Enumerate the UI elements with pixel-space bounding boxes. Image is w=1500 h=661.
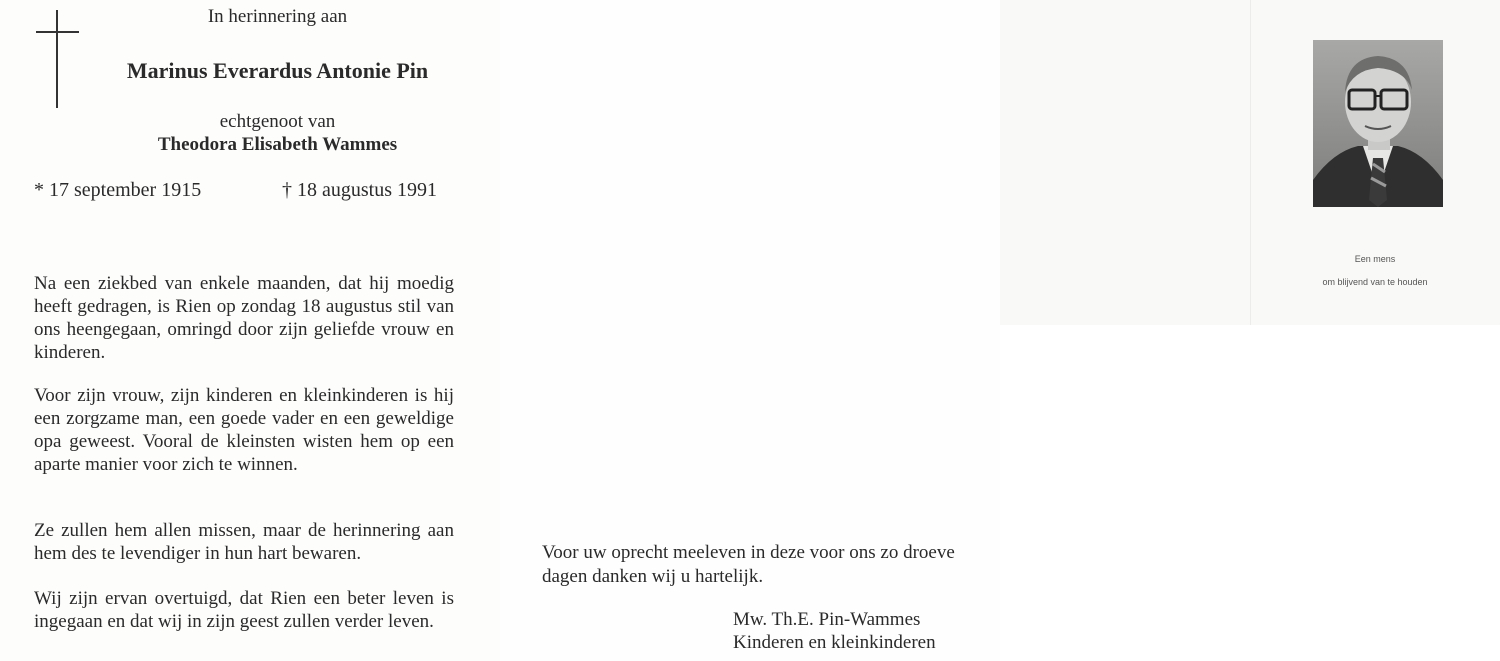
portrait-photo — [1313, 40, 1443, 207]
intro-text: In herinnering aan — [207, 6, 348, 27]
portrait-image — [1313, 40, 1443, 207]
cross-horizontal — [36, 31, 79, 33]
paragraph-faith: Wij zijn ervan overtuigd, dat Rien een beter leven is ingegaan en dat wij in zijn geest zullen verder leven. — [34, 588, 454, 632]
signature-family: Kinderen en kleinkinderen — [733, 632, 936, 653]
birth-date: * 17 september 1915 — [34, 179, 202, 201]
spouse-name: Theodora Elisabeth Wammes — [157, 134, 398, 155]
paragraph-illness: Na een ziekbed van enkele maanden, dat hij moedig heeft gedragen, is Rien op zondag 18 augustus stil van ons heengegaan, omringd door zijn geliefde vrouw en kinderen. — [34, 273, 454, 363]
death-date: † 18 augustus 1991 — [282, 179, 437, 201]
deceased-name: Marinus Everardus Antonie Pin — [126, 58, 429, 83]
card-fold-line — [1250, 0, 1251, 325]
spouse-relation: echtgenoot van — [219, 111, 336, 132]
signature-widow: Mw. Th.E. Pin-Wammes — [733, 609, 921, 630]
motto-line1: Een mens — [1354, 254, 1396, 264]
paragraph-family: Voor zijn vrouw, zijn kinderen en kleinkinderen is hij een zorgzame man, een goede vader en een geweldige opa geweest. Vooral de kleinsten wisten hem op een aparte manier voor zich te winnen. — [34, 385, 454, 475]
cross-vertical — [56, 10, 58, 108]
paragraph-memory: Ze zullen hem allen missen, maar de herinnering aan hem des te levendiger in hun hart bewaren. — [34, 520, 454, 564]
thanks-text: Voor uw oprecht meeleven in deze voor ons zo droeve dagen danken wij u hartelijk. — [542, 542, 955, 587]
motto-line2: om blijvend van te houden — [1322, 277, 1428, 287]
